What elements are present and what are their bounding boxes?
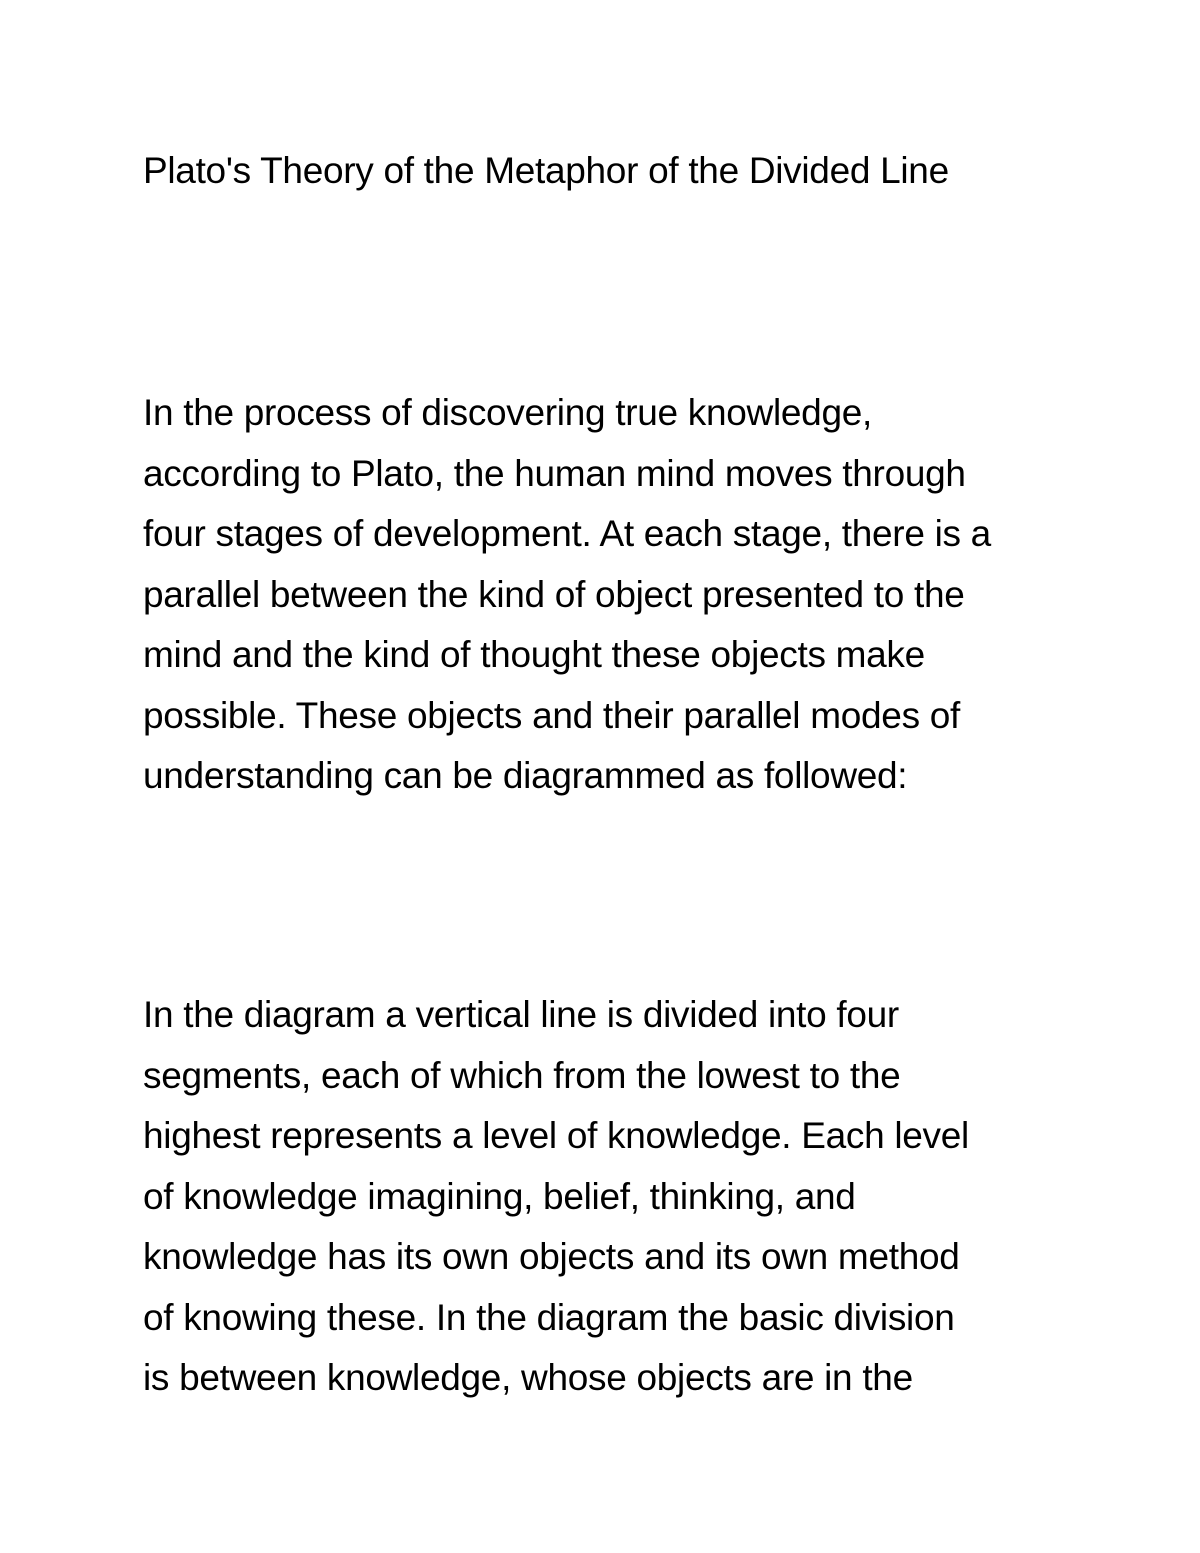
paragraph-line: possible. These objects and their parallel modes of — [143, 694, 961, 736]
paragraph-intro — [143, 383, 1103, 807]
paragraph-line: segments, each of which from the lowest to the — [143, 1054, 901, 1096]
paragraph-line: four stages of development. At each stage, there is a — [143, 513, 991, 554]
title-text: Plato's Theory of the Metaphor of the Divided Line — [143, 150, 949, 191]
paragraph-line: understanding can be diagrammed as followed: — [143, 755, 908, 796]
paragraph-line: of knowledge imagining, belief, thinking, and — [143, 1175, 856, 1217]
paragraph-line: is between knowledge, whose objects are in the — [143, 1357, 913, 1398]
paragraph-line: according to Plato, the human mind moves through — [143, 452, 966, 494]
paragraph-diagram — [143, 985, 1103, 1409]
paragraph-line: highest represents a level of knowledge. Each level — [143, 1115, 969, 1156]
document-title — [143, 141, 1103, 202]
paragraph-line: In the diagram a vertical line is divided into four — [143, 994, 899, 1035]
paragraph-line: mind and the kind of thought these objects make — [143, 634, 925, 675]
paragraph-line: In the process of discovering true knowledge, — [143, 392, 872, 433]
paragraph-line: knowledge has its own objects and its own method — [143, 1236, 960, 1277]
paragraph-line: of knowing these. In the diagram the basic division — [143, 1296, 955, 1338]
paragraph-line: parallel between the kind of object presented to the — [143, 573, 965, 615]
